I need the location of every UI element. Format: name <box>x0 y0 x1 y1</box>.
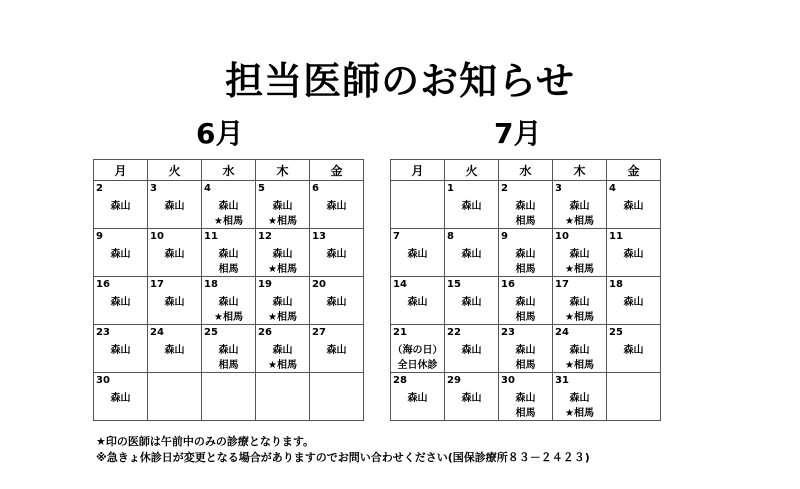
doctor-line-1: 森山 <box>407 249 428 260</box>
doctor-line-1: 森山 <box>110 345 131 356</box>
doctor-line-1: 森山 <box>623 345 644 356</box>
day-cell <box>391 325 445 373</box>
day-number: 21 <box>393 327 407 338</box>
day-cell <box>256 181 310 229</box>
doctor-line-2: 相馬 <box>515 408 536 419</box>
day-cell <box>202 325 256 373</box>
day-cell <box>391 229 445 277</box>
doctor-line-2: 相馬 <box>515 264 536 275</box>
doctor-line-1: 森山 <box>515 201 536 212</box>
day-number: 9 <box>96 231 103 242</box>
day-cell <box>310 277 364 325</box>
weekday-header: 火 <box>148 160 202 181</box>
weekday-header: 水 <box>202 160 256 181</box>
day-cell <box>445 325 499 373</box>
day-number: 4 <box>609 183 616 194</box>
day-number: 10 <box>555 231 569 242</box>
doctor-line-1: 森山 <box>326 297 347 308</box>
doctor-line-2: ★相馬 <box>268 312 297 323</box>
doctor-line-1: 森山 <box>461 393 482 404</box>
doctor-line-1: 森山 <box>407 297 428 308</box>
day-cell <box>202 277 256 325</box>
day-number: 16 <box>501 279 515 290</box>
week-row <box>391 373 661 421</box>
day-cell <box>607 325 661 373</box>
day-cell <box>499 229 553 277</box>
weekday-header: 金 <box>310 160 364 181</box>
day-number: 3 <box>555 183 562 194</box>
day-cell <box>499 325 553 373</box>
doctor-line-1: 森山 <box>326 249 347 260</box>
doctor-line-2: 相馬 <box>218 360 239 371</box>
day-cell <box>202 181 256 229</box>
week-row <box>94 277 364 325</box>
week-row <box>391 229 661 277</box>
day-cell <box>148 181 202 229</box>
week-row <box>391 325 661 373</box>
doctor-line-1: 森山 <box>515 297 536 308</box>
day-number: 6 <box>312 183 319 194</box>
day-cell <box>553 181 607 229</box>
day-number: 15 <box>447 279 461 290</box>
doctor-line-1: 森山 <box>461 249 482 260</box>
day-number: 9 <box>501 231 508 242</box>
day-number: 1 <box>447 183 454 194</box>
doctor-line-1: 森山 <box>326 201 347 212</box>
doctor-line-2: ★相馬 <box>268 360 297 371</box>
day-number: 17 <box>150 279 164 290</box>
doctor-line-2: 全日休診 <box>397 360 438 371</box>
doctor-line-1: 森山 <box>272 201 293 212</box>
day-cell <box>445 229 499 277</box>
day-number: 7 <box>393 231 400 242</box>
doctor-line-1: 森山 <box>218 345 239 356</box>
day-number: 14 <box>393 279 407 290</box>
day-number: 18 <box>609 279 623 290</box>
doctor-line-1: 森山 <box>110 249 131 260</box>
day-cell <box>391 181 445 229</box>
doctor-line-1: 森山 <box>623 201 644 212</box>
day-number: 17 <box>555 279 569 290</box>
day-cell <box>391 277 445 325</box>
doctor-line-2: ★相馬 <box>268 264 297 275</box>
july-calendar <box>390 159 661 421</box>
week-row <box>391 181 661 229</box>
day-cell <box>94 229 148 277</box>
doctor-line-1: 森山 <box>515 249 536 260</box>
day-cell <box>553 325 607 373</box>
day-number: 27 <box>312 327 326 338</box>
doctor-line-1: 森山 <box>569 345 590 356</box>
doctor-line-2: 相馬 <box>218 264 239 275</box>
day-cell <box>256 373 310 421</box>
day-number: 12 <box>258 231 272 242</box>
june-calendar <box>93 159 364 421</box>
doctor-line-1: 森山 <box>461 345 482 356</box>
day-cell <box>148 229 202 277</box>
day-cell <box>94 181 148 229</box>
weekday-header: 金 <box>607 160 661 181</box>
day-number: 28 <box>393 375 407 386</box>
day-number: 26 <box>258 327 272 338</box>
doctor-line-1: 森山 <box>569 249 590 260</box>
doctor-line-1: 森山 <box>515 393 536 404</box>
doctor-line-1: 森山 <box>272 297 293 308</box>
day-cell <box>499 181 553 229</box>
day-cell <box>310 373 364 421</box>
doctor-line-1: 森山 <box>164 201 185 212</box>
doctor-line-2: ★相馬 <box>268 216 297 227</box>
doctor-line-2: ★相馬 <box>565 216 594 227</box>
week-row <box>391 277 661 325</box>
doctor-line-1: 森山 <box>218 297 239 308</box>
day-number: 23 <box>96 327 110 338</box>
day-number: 8 <box>447 231 454 242</box>
day-cell <box>445 373 499 421</box>
day-cell <box>310 325 364 373</box>
page-title: 担当医師のお知らせ <box>225 59 575 103</box>
day-cell <box>391 373 445 421</box>
day-cell <box>148 325 202 373</box>
day-number: 10 <box>150 231 164 242</box>
week-row <box>94 181 364 229</box>
day-number: 3 <box>150 183 157 194</box>
day-number: 22 <box>447 327 461 338</box>
day-cell <box>553 373 607 421</box>
weekday-header-row <box>391 160 661 181</box>
weekday-header: 水 <box>499 160 553 181</box>
doctor-line-2: ★相馬 <box>214 216 243 227</box>
doctor-line-2: ★相馬 <box>565 312 594 323</box>
day-number: 13 <box>312 231 326 242</box>
doctor-line-1: 森山 <box>569 201 590 212</box>
day-cell <box>607 181 661 229</box>
doctor-line-2: 相馬 <box>515 312 536 323</box>
day-number: 11 <box>609 231 623 242</box>
day-cell <box>202 229 256 277</box>
day-cell <box>607 277 661 325</box>
doctor-line-1: 森山 <box>218 249 239 260</box>
weekday-header: 月 <box>94 160 148 181</box>
week-row <box>94 373 364 421</box>
doctor-line-1: 森山 <box>272 249 293 260</box>
doctor-line-1: 森山 <box>569 297 590 308</box>
day-number: 20 <box>312 279 326 290</box>
note-morning-only: ★印の医師は午前中のみの診療となります。 <box>96 435 314 448</box>
note-contact: ※急きょ休診日が変更となる場合がありますのでお問い合わせください(国保診療所８３－２４２３) <box>96 451 590 464</box>
day-cell <box>499 373 553 421</box>
day-number: 2 <box>96 183 103 194</box>
day-cell <box>553 229 607 277</box>
day-cell <box>607 229 661 277</box>
doctor-line-1: 森山 <box>164 297 185 308</box>
day-cell <box>310 181 364 229</box>
doctor-line-1: 森山 <box>110 393 131 404</box>
day-number: 11 <box>204 231 218 242</box>
day-cell <box>445 277 499 325</box>
day-cell <box>607 373 661 421</box>
day-cell <box>94 325 148 373</box>
day-number: 30 <box>501 375 515 386</box>
doctor-line-1: 森山 <box>272 345 293 356</box>
day-cell <box>445 181 499 229</box>
weekday-header: 火 <box>445 160 499 181</box>
day-number: 5 <box>258 183 265 194</box>
day-cell <box>148 373 202 421</box>
weekday-header-row <box>94 160 364 181</box>
doctor-line-1: 森山 <box>326 345 347 356</box>
doctor-line-1: 森山 <box>623 249 644 260</box>
doctor-line-1: 森山 <box>164 345 185 356</box>
doctor-line-1: 森山 <box>461 297 482 308</box>
doctor-line-2: ★相馬 <box>565 360 594 371</box>
day-number: 16 <box>96 279 110 290</box>
weekday-header: 木 <box>553 160 607 181</box>
day-number: 29 <box>447 375 461 386</box>
doctor-line-1: 森山 <box>461 201 482 212</box>
doctor-line-1: 森山 <box>515 345 536 356</box>
day-number: 24 <box>150 327 164 338</box>
day-cell <box>553 277 607 325</box>
weekday-header: 月 <box>391 160 445 181</box>
doctor-line-1: 森山 <box>569 393 590 404</box>
june-label: 6月 <box>196 117 244 150</box>
day-number: 19 <box>258 279 272 290</box>
day-cell <box>310 229 364 277</box>
weekday-header: 木 <box>256 160 310 181</box>
doctor-line-2: 相馬 <box>515 216 536 227</box>
day-number: 30 <box>96 375 110 386</box>
doctor-line-1: 森山 <box>407 393 428 404</box>
doctor-line-2: 相馬 <box>515 360 536 371</box>
doctor-line-1: 森山 <box>218 201 239 212</box>
day-cell <box>94 373 148 421</box>
day-cell <box>256 277 310 325</box>
day-cell <box>94 277 148 325</box>
day-number: 25 <box>204 327 218 338</box>
day-number: 23 <box>501 327 515 338</box>
doctor-line-1: （海の日） <box>392 345 443 356</box>
doctor-line-1: 森山 <box>164 249 185 260</box>
day-cell <box>256 229 310 277</box>
day-number: 18 <box>204 279 218 290</box>
day-cell <box>202 373 256 421</box>
doctor-line-1: 森山 <box>110 201 131 212</box>
day-cell <box>256 325 310 373</box>
doctor-line-2: ★相馬 <box>214 312 243 323</box>
day-number: 4 <box>204 183 211 194</box>
doctor-line-2: ★相馬 <box>565 264 594 275</box>
week-row <box>94 325 364 373</box>
doctor-line-2: ★相馬 <box>565 408 594 419</box>
doctor-line-1: 森山 <box>110 297 131 308</box>
day-number: 25 <box>609 327 623 338</box>
day-cell <box>148 277 202 325</box>
day-number: 2 <box>501 183 508 194</box>
day-number: 24 <box>555 327 569 338</box>
day-number: 31 <box>555 375 569 386</box>
doctor-line-1: 森山 <box>623 297 644 308</box>
week-row <box>94 229 364 277</box>
july-label: 7月 <box>494 117 542 150</box>
day-cell <box>499 277 553 325</box>
